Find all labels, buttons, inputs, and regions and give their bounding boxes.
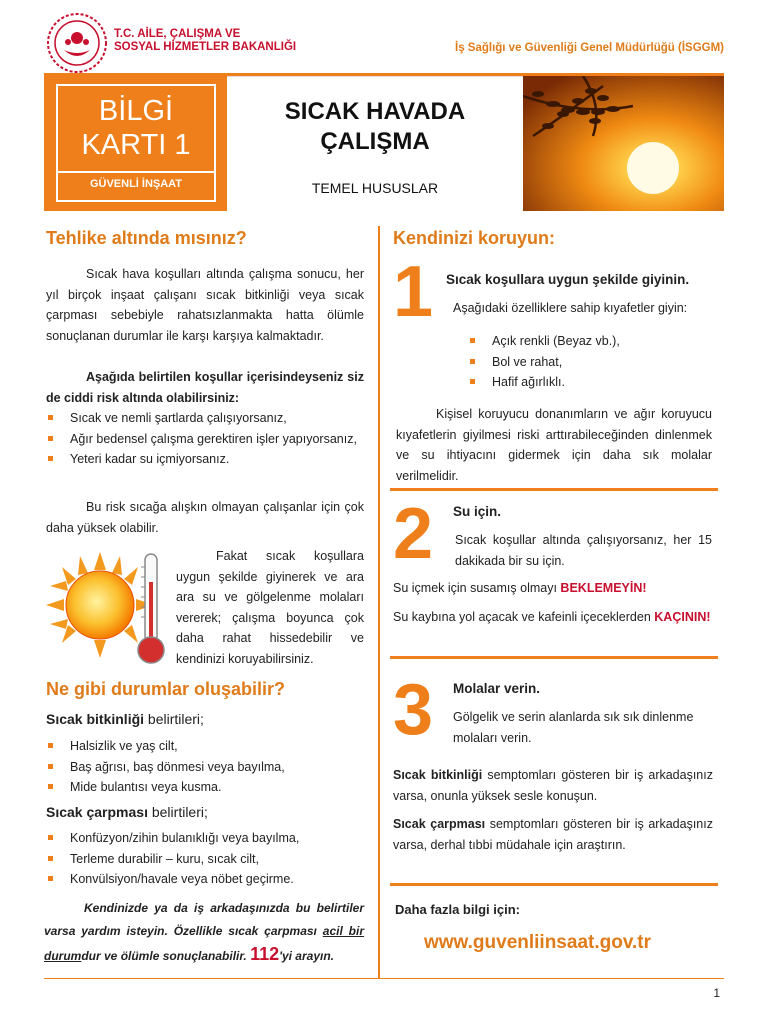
intro-text: Sıcak hava koşulları altında çalışma sonucu, her yıl birçok inşaat çalışanı sıcak bitkinliği veya sıcak çarpması sebebiyle rahatsızlanmakta hatta ölümle sonuçlanan durumlar ile karşı karşıya kalmaktadır. <box>46 267 364 343</box>
step2-warning-a: Su içmek için susamış olmayı BEKLEMEYİN! <box>393 581 647 595</box>
emergency-number: 112 <box>250 944 280 964</box>
page-title: SICAK HAVADA ÇALIŞMA <box>284 98 466 155</box>
list-item: Halsizlik ve yaş cilt, <box>46 736 364 757</box>
step2-warning-b: Su kaybına yol açacak ve kafeinli içeceklerden KAÇININ! <box>393 610 711 624</box>
step3-number: 3 <box>393 670 434 750</box>
protect-text: Fakat sıcak koşullara uygun şekilde giyinerek ve ara ara su ve gölgelenme molaları vererek; çalışma boyunca çok daha rahat hissedebilir ve kendinizi koruyabilirsiniz. <box>176 549 364 666</box>
step-divider <box>390 656 718 659</box>
step3-exhaustion: Sıcak bitkinliği semptomları gösteren bir iş arkadaşınız varsa, onunla yüksek sesle konuşun. <box>393 768 713 803</box>
list-item: Hafif ağırlıklı. <box>468 372 708 393</box>
clothing-list <box>468 331 708 393</box>
list-item: Konfüzyon/zihin bulanıklığı veya bayılma, <box>46 828 364 849</box>
title-box <box>227 76 523 211</box>
list-item: Açık renkli (Beyaz vb.), <box>468 331 708 352</box>
column-divider <box>378 226 380 978</box>
list-item: Terleme durabilir – kuru, sıcak cilt, <box>46 849 364 870</box>
footer-rule <box>44 978 724 979</box>
card-label-box: BİLGİ KARTI 1 GÜVENLİ İNŞAAT <box>44 76 227 211</box>
step1-number: 1 <box>393 252 434 332</box>
list-item: Baş ağrısı, baş dönmesi veya bayılma, <box>46 757 364 778</box>
risk-lead: Aşağıda belirtilen koşullar içerisindeyseniz siz de ciddi risk altında olabilirsiniz: <box>46 370 364 405</box>
list-item: Mide bulantısı veya kusma. <box>46 777 364 798</box>
step-divider <box>390 488 718 491</box>
risk-note: Bu risk sıcağa alışkın olmayan çalışanlar için çok daha yüksek olabilir. <box>46 500 364 535</box>
protect-heading: Kendinizi koruyun: <box>393 228 555 248</box>
danger-heading: Tehlike altında mısınız? <box>46 228 247 248</box>
page-subtitle: TEMEL HUSUSLAR <box>311 180 439 196</box>
exhaustion-list <box>46 736 364 798</box>
stroke-heading: Sıcak çarpması belirtileri; <box>46 804 208 820</box>
list-item: Ağır bedensel çalışma gerektiren işler yapıyorsanız, <box>46 429 364 450</box>
step-divider <box>390 883 718 886</box>
list-item: Sıcak ve nemli şartlarda çalışıyorsanız, <box>46 408 364 429</box>
step1-note: Kişisel koruyucu donanımların ve ağır koruyucu kıyafetlerin giyilmesi riski arttırabileceğinden dinlenmek ve su ihtiyacını gidermek için daha sık molalar verilmelidir. <box>396 407 712 483</box>
list-item: Bol ve rahat, <box>468 352 708 373</box>
more-info-label: Daha fazla bilgi için: <box>395 902 520 917</box>
page-number: 1 <box>713 986 720 1000</box>
department-name: İş Sağlığı ve Güvenliği Genel Müdürlüğü (İSGGM) <box>455 42 724 54</box>
step2-number: 2 <box>393 494 434 574</box>
step3-title: Molalar verin. <box>453 681 541 696</box>
step1-lead: Aşağıdaki özelliklere sahip kıyafetler giyin: <box>453 301 688 315</box>
risk-list <box>46 408 364 470</box>
step2-text: Sıcak koşullar altında çalışıyorsanız, her 15 dakikada bir su için. <box>455 533 712 568</box>
step3-text: Gölgelik ve serin alanlarda sık sık dinlenme molaları verin. <box>453 710 694 745</box>
ministry-name: T.C. AİLE, ÇALIŞMA VE SOSYAL HİZMETLER BAKANLIĞI <box>114 28 297 53</box>
exhaustion-heading: Sıcak bitkinliği belirtileri; <box>46 711 204 727</box>
emergency-note: Kendinizde ya da iş arkadaşınızda bu belirtiler varsa yardım isteyin. Özellikle sıcak çarpması acil bir durumdur ve ölümle sonuçlanabilir. 112'yi arayın. <box>44 901 364 964</box>
step1-title: Sıcak koşullara uygun şekilde giyinin. <box>446 272 690 287</box>
list-item: Yeteri kadar su içmiyorsanız. <box>46 449 364 470</box>
situations-heading: Ne gibi durumlar oluşabilir? <box>46 679 286 699</box>
step2-title: Su için. <box>453 504 502 519</box>
step3-stroke: Sıcak çarpması semptomları gösteren bir iş arkadaşınız varsa, derhal tıbbi müdahale için araştırın. <box>393 817 713 852</box>
ministry-logo-icon <box>46 12 108 74</box>
list-item: Konvülsiyon/havale veya nöbet geçirme. <box>46 869 364 890</box>
sun-thermometer-icon <box>46 552 176 668</box>
stroke-list <box>46 828 364 890</box>
website-link[interactable]: www.guvenliinsaat.gov.tr <box>424 932 651 953</box>
sunset-photo-icon <box>523 76 724 211</box>
